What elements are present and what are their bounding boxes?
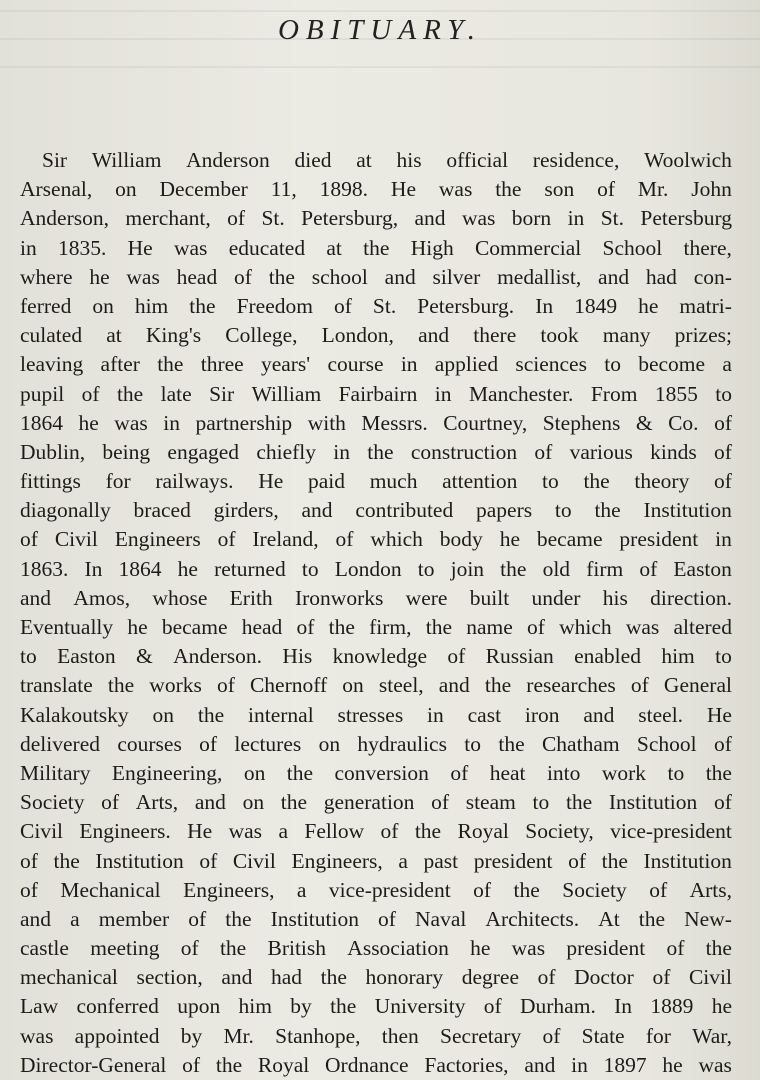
text-line: leaving after the three years' course in applied sciences to become a — [20, 352, 732, 377]
text-line: in 1835. He was educated at the High Commercial School there, — [20, 235, 732, 260]
obituary-text — [20, 146, 732, 1080]
text-line: Eventually he became head of the firm, the name of which was altered — [20, 615, 732, 639]
text-line: and Amos, whose Erith Ironworks were built under his direction. — [20, 585, 732, 610]
page-title: OBITUARY. — [277, 14, 482, 46]
text-line: of Mechanical Engineers, a vice-president of the Society of Arts, — [20, 877, 732, 902]
text-line: delivered courses of lectures on hydraulics to the Chatham School of — [20, 731, 732, 756]
text-line: Anderson, merchant, of St. Petersburg, and was born in St. Petersburg — [20, 206, 732, 231]
text-line: to Easton & Anderson. His knowledge of Russian enabled him to — [20, 644, 732, 669]
text-line: Law conferred upon him by the University of Durham. In 1889 he — [20, 994, 732, 1019]
text-line: Dublin, being engaged chiefly in the construction of various kinds of — [20, 439, 732, 464]
text-line: where he was head of the school and silver medallist, and had con- — [20, 264, 732, 289]
text-line: Civil Engineers. He was a Fellow of the Royal Society, vice-president — [20, 819, 732, 844]
text-line: 1864 he was in partnership with Messrs. Courtney, Stephens & Co. of — [20, 410, 732, 435]
text-line: Kalakoutsky on the internal stresses in cast iron and steel. He — [20, 702, 732, 727]
text-line: mechanical section, and had the honorary degree of Doctor of Civil — [20, 965, 732, 990]
text-line: translate the works of Chernoff on steel, and the researches of General — [20, 673, 732, 698]
text-line: castle meeting of the British Association he was president of the — [20, 936, 732, 961]
text-line: was appointed by Mr. Stanhope, then Secretary of State for War, — [20, 1023, 732, 1048]
text-line: pupil of the late Sir William Fairbairn in Manchester. From 1855 to — [20, 381, 732, 406]
text-line: Military Engineering, on the conversion of heat into work to the — [20, 760, 732, 785]
text-line: Arsenal, on December 11, 1898. He was the son of Mr. John — [20, 177, 732, 202]
text-line: of Civil Engineers of Ireland, of which body he became president in — [20, 527, 732, 552]
text-line: of the Institution of Civil Engineers, a past president of the Institution — [20, 848, 732, 873]
text-line: Sir William Anderson died at his official residence, Woolwich — [42, 148, 732, 172]
text-line: ferred on him the Freedom of St. Petersburg. In 1849 he matri- — [20, 293, 732, 318]
text-line: culated at King's College, London, and there took many prizes; — [20, 323, 732, 348]
text-line: and a member of the Institution of Naval Architects. At the New- — [20, 906, 732, 931]
text-line: diagonally braced girders, and contributed papers to the Institution — [20, 498, 732, 523]
text-line: Society of Arts, and on the generation of steam to the Institution of — [20, 790, 732, 815]
text-line: 1863. In 1864 he returned to London to join the old firm of Easton — [20, 556, 732, 581]
text-line: fittings for railways. He paid much attention to the theory of — [20, 469, 732, 494]
text-line: Director-General of the Royal Ordnance Factories, and in 1897 he was — [20, 1052, 732, 1077]
